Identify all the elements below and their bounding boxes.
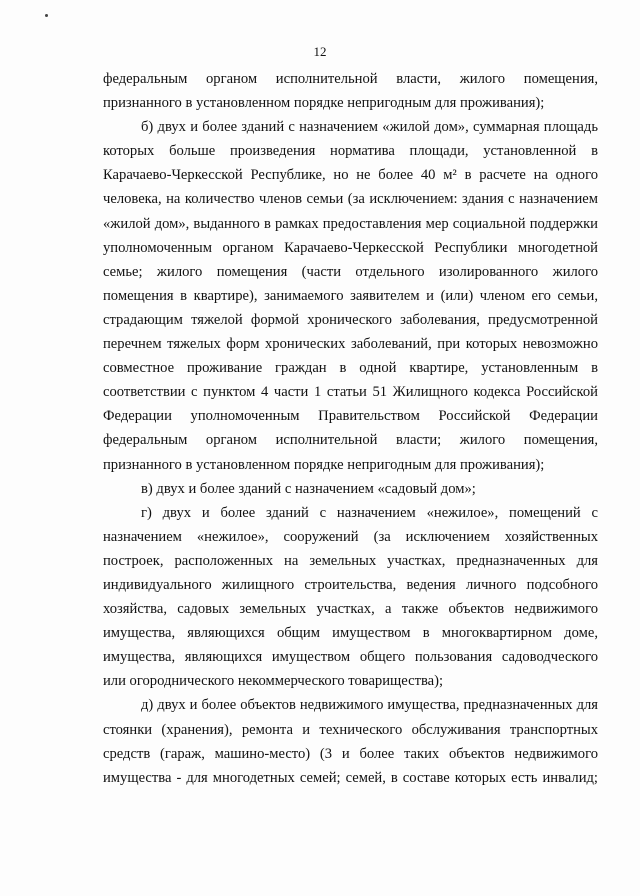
scan-speck: [45, 14, 48, 17]
text-line: построек, расположенных на земельных участках, предназначенных для: [103, 552, 598, 569]
text-line: или огороднического некоммерческого товарищества);: [103, 673, 444, 690]
page-number: 12: [313, 44, 327, 59]
text-line: совместное проживание граждан в одной квартире, установленным в: [103, 360, 598, 377]
text-line: человека, на количество членов семьи (за исключением: здания с назначением: [103, 191, 598, 208]
text-line: имущества, являющихся имуществом общего пользования садоводческого: [103, 649, 598, 666]
text-line: соответствии с пунктом 4 части 1 статьи 51 Жилищного кодекса Российской: [103, 384, 598, 401]
text-line: которых больше произведения норматива площади, установленной в: [103, 143, 598, 160]
text-line: индивидуального жилищного строительства, ведения личного подсобного: [103, 576, 598, 593]
text-line: помещения в квартире), занимаемого заявителем и (или) членом его семьи,: [103, 287, 598, 304]
text-line: средств (гараж, машино-место) (3 и более таких объектов недвижимого: [103, 745, 598, 762]
text-line: Карачаево-Черкесской Республике, но не более 40 м² в расчете на одного: [103, 167, 598, 184]
text-line: назначением «нежилое», сооружений (за исключением хозяйственных: [103, 528, 598, 545]
text-line: страдающим тяжелой формой хронического заболевания, предусмотренной: [103, 311, 598, 328]
document-body: [103, 67, 598, 790]
text-line: перечнем тяжелых форм хронических заболеваний, при которых невозможно: [103, 336, 598, 353]
text-line: стоянки (хранения), ремонта и технического обслуживания транспортных: [103, 721, 598, 738]
text-line: б) двух и более зданий с назначением «жилой дом», суммарная площадь: [141, 119, 598, 136]
text-line: имущества - для многодетных семей; семей, в составе которых есть инвалид;: [103, 769, 598, 786]
text-line: Федерации уполномоченным Правительством Российской Федерации: [103, 408, 598, 425]
text-line: семье; жилого помещения (части отдельного изолированного жилого: [103, 263, 598, 280]
text-line: имущества, являющихся общим имуществом в многоквартирном доме,: [103, 625, 598, 642]
text-line: хозяйства, садовых земельных участках, а также объектов недвижимого: [103, 601, 598, 618]
text-line: признанного в установленном порядке непригодным для проживания);: [103, 456, 545, 473]
text-line: г) двух и более зданий с назначением «нежилое», помещений с: [141, 504, 598, 521]
text-line: признанного в установленном порядке непригодным для проживания);: [103, 95, 545, 112]
text-line: д) двух и более объектов недвижимого имущества, предназначенных для: [141, 697, 598, 714]
text-line: федеральным органом исполнительной власти; жилого помещения,: [103, 432, 598, 449]
text-line: уполномоченным органом Карачаево-Черкесской Республики многодетной: [103, 239, 598, 256]
text-line: федеральным органом исполнительной власти, жилого помещения,: [103, 71, 598, 87]
text-line: в) двух и более зданий с назначением «садовый дом»;: [141, 480, 476, 497]
text-line: «жилой дом», выданного в рамках предоставления мер социальной поддержки: [103, 215, 598, 232]
